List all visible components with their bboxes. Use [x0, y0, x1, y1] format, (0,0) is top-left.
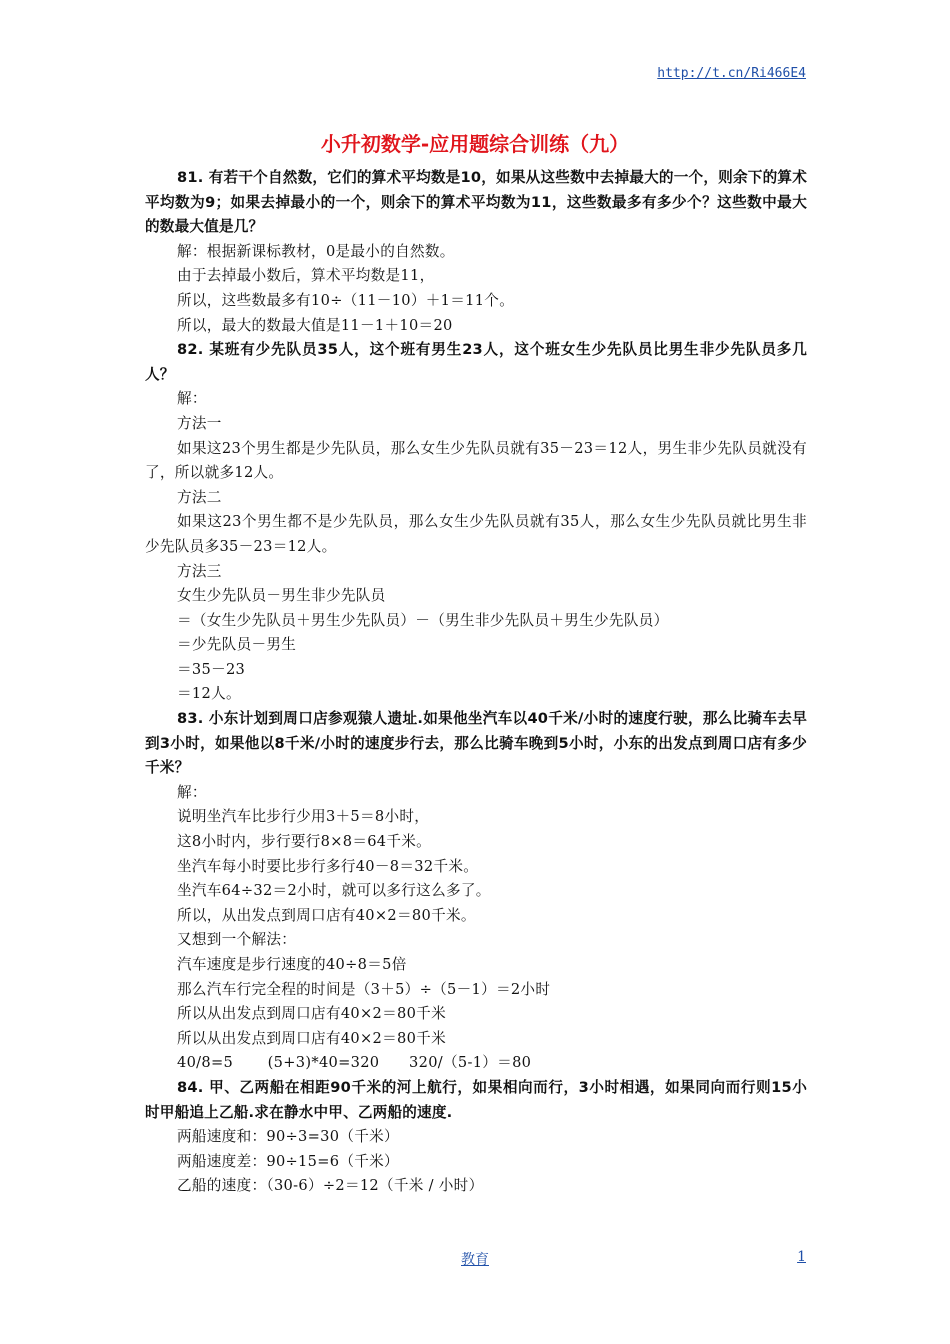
answer-line: 所以，从出发点到周口店有40×2＝80千米。	[177, 906, 476, 924]
answer-line: 坐汽车每小时要比步行多行40－8＝32千米。	[177, 857, 479, 875]
method-3-label: 方法三	[177, 562, 222, 580]
answer-line: ＝12人。	[177, 685, 241, 703]
answer-line: 两船速度和：90÷3=30（千米）	[177, 1128, 399, 1146]
answer-line: 汽车速度是步行速度的40÷8＝5倍	[177, 956, 407, 973]
answer-line: 这8小时内，步行要行8×8＝64千米。	[177, 833, 432, 851]
answer-line: 40/8=5 (5+3)*40=320 320/（5-1）＝80	[177, 1054, 532, 1072]
answer-line: 坐汽车64÷32＝2小时，就可以多行这么多了。	[177, 882, 491, 900]
answer-line: ＝少先队员－男生	[177, 636, 297, 654]
answer-line: 女生少先队员－男生非少先队员	[177, 587, 386, 605]
method-1-label: 方法一	[177, 414, 222, 432]
footer-link[interactable]: 教育	[461, 1252, 489, 1268]
page-title: 小升初数学-应用题综合训练（九）	[320, 132, 630, 156]
question-82: 82. 某班有少先队员35人，这个班有男生23人，这个班女生少先队员比男生非少先队员多几人？	[145, 341, 807, 383]
answer-line: 又想到一个解法：	[177, 931, 297, 949]
answer-line: 所以，这些数最多有10÷（11－10）＋1＝11个。	[177, 291, 515, 309]
answer-line: 两船速度差：90÷15=6（千米）	[177, 1152, 399, 1170]
answer-line: 解：根据新课标教材，0是最小的自然数。	[177, 242, 455, 260]
answer-line: 乙船的速度：（30-6）÷2＝12（千米 / 小时）	[177, 1177, 484, 1195]
answer-line: 说明坐汽车比步行少用3＋5＝8小时，	[177, 808, 430, 826]
method-2-text: 如果这23个男生都不是少先队员，那么女生少先队员就有35人，那么女生少先队员就比男生非少先队员多35－23＝12人。	[145, 513, 807, 555]
question-84: 84. 甲、乙两船在相距90千米的河上航行，如果相向而行，3小时相遇，如果同向而行则15小时甲船追上乙船.求在静水中甲、乙两船的速度.	[145, 1078, 807, 1121]
header-link[interactable]: http://t.cn/Ri466E4	[657, 66, 806, 81]
answer-line: 解：	[177, 783, 207, 801]
answer-line: ＝35－23	[177, 660, 246, 678]
question-81: 81. 有若干个自然数，它们的算术平均数是10，如果从这些数中去掉最大的一个，则余下的算术平均数为9；如果去掉最小的一个，则余下的算术平均数为11，这些数最多有多少个？这些数中最大的数最大值是几？	[145, 169, 807, 236]
answer-line: 所以从出发点到周口店有40×2＝80千米	[177, 1029, 446, 1047]
answer-line: 所以从出发点到周口店有40×2＝80千米	[177, 1005, 446, 1023]
question-83: 83. 小东计划到周口店参观猿人遗址.如果他坐汽车以40千米/小时的速度行驶，那么比骑车去早到3小时，如果他以8千米/小时的速度步行去，那么比骑车晚到5小时，小东的出发点到周口店有多少千米？	[145, 710, 807, 777]
document-body	[145, 166, 807, 1199]
answer-line: 所以，最大的数最大值是11－1＋10＝20	[177, 316, 453, 334]
answer-line: 由于去掉最小数后，算术平均数是11，	[177, 267, 435, 285]
answer-line: 那么汽车行完全程的时间是（3＋5）÷（5－1）＝2小时	[177, 980, 551, 998]
answer-line: 解：	[177, 390, 207, 408]
method-1-text: 如果这23个男生都是少先队员，那么女生少先队员就有35－23＝12人，男生非少先队员就没有了，所以就多12人。	[145, 439, 807, 482]
answer-line: ＝（女生少先队员＋男生少先队员）－（男生非少先队员＋男生少先队员）	[177, 611, 669, 629]
method-2-label: 方法二	[177, 488, 222, 506]
page-number: 1	[797, 1249, 806, 1265]
